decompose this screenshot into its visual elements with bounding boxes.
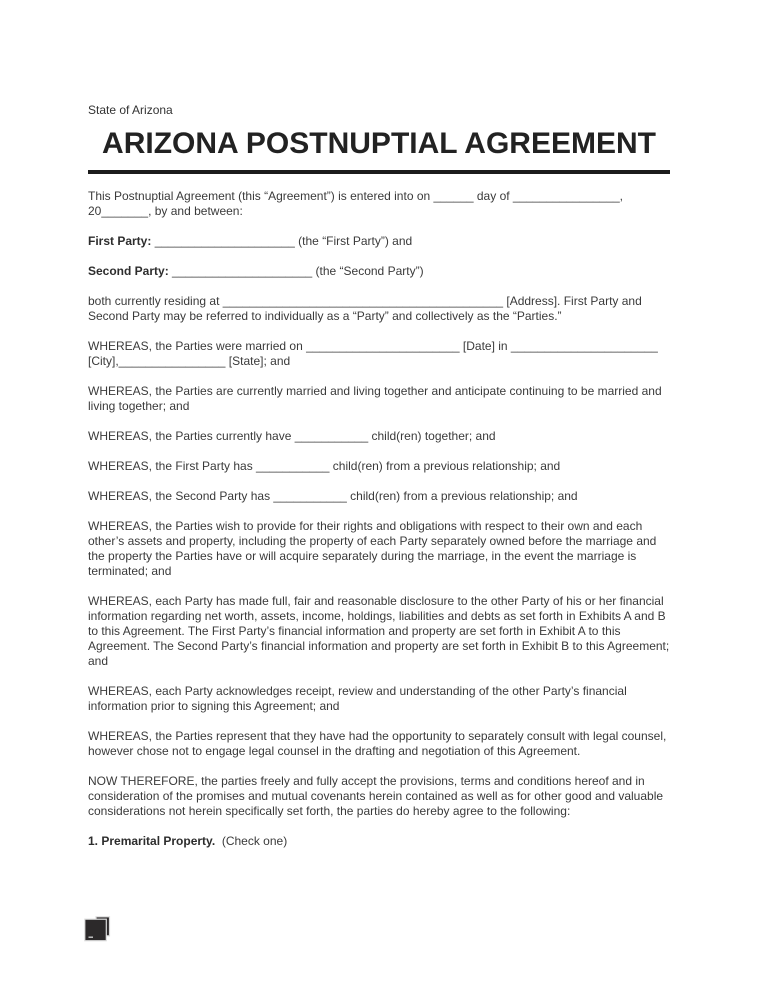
whereas-married-living-clause: WHEREAS, the Parties are currently married and living together and anticipate continuing to be married and living together; and [88, 384, 665, 413]
state-label: State of Arizona [88, 103, 173, 117]
intro-clause: This Postnuptial Agreement (this “Agreement”) is entered into on ______ day of ________________, 20_______, by and between: [88, 189, 627, 218]
whereas-property-rights-clause: WHEREAS, the Parties wish to provide for their rights and obligations with respect to their own and each other’s assets and property, including the property of each Party separately owned before the marriage and the property the Parties have or will acquire separately during the marriage, in the event the marriage is terminated; and [88, 519, 660, 578]
whereas-acknowledgment-clause: WHEREAS, each Party acknowledges receipt, review and understanding of the other Party’s financial information prior to signing this Agreement; and [88, 684, 631, 713]
whereas-first-party-children-clause: WHEREAS, the First Party has ___________ child(ren) from a previous relationship; and [88, 459, 561, 473]
second-party-blank: _____________________ (the “Second Party”) [168, 264, 424, 278]
whereas-legal-counsel-clause: WHEREAS, the Parties represent that they have had the opportunity to separately consult with legal counsel, however chose not to engage legal counsel in the drafting and negotiation of this Agreement. [88, 729, 670, 758]
document-title: ARIZONA POSTNUPTIAL AGREEMENT [102, 127, 656, 160]
clause-1-heading: 1. Premarital Property. [88, 834, 216, 848]
whereas-second-party-children-clause: WHEREAS, the Second Party has ___________ child(ren) from a previous relationship; and [88, 489, 578, 503]
title-rule-divider [88, 170, 670, 174]
second-party-line [88, 264, 670, 279]
residing-clause: both currently residing at __________________________________________ [Address]. First Party and Second Party may be referred to individually as a “Party” and collectively as the “Parties.” [88, 294, 646, 323]
whereas-marriage-date-clause: WHEREAS, the Parties were married on _______________________ [Date] in ______________________ [City],________________ [State]; and [88, 339, 662, 368]
first-party-label: First Party: [88, 234, 152, 248]
first-party-blank: _____________________ (the “First Party”) and [151, 234, 413, 248]
clause-1-note: (Check one) [215, 834, 288, 848]
whereas-financial-disclosure-clause: WHEREAS, each Party has made full, fair and reasonable disclosure to the other Party of his or her financial information regarding net worth, assets, income, holdings, liabilities and debts as set forth in Exhibits A and B to this Agreement. The First Party’s financial information and property are set forth in Exhibit A to this Agreement. The Second Party’s financial information and property are set forth in Exhibit B to this Agreement; and [88, 594, 673, 668]
first-party-line [88, 234, 670, 249]
second-party-label: Second Party: [88, 264, 169, 278]
now-therefore-clause: NOW THEREFORE, the parties freely and fully accept the provisions, terms and conditions hereof and in consideration of the promises and mutual covenants herein contained as well as for other good and valuable considerations not herein specifically set forth, the parties do hereby agree to the following: [88, 774, 667, 818]
legaltemplates-logo-icon [84, 916, 111, 942]
whereas-children-together-clause: WHEREAS, the Parties currently have ___________ child(ren) together; and [88, 429, 496, 443]
clause-1-premarital-property [88, 834, 670, 849]
